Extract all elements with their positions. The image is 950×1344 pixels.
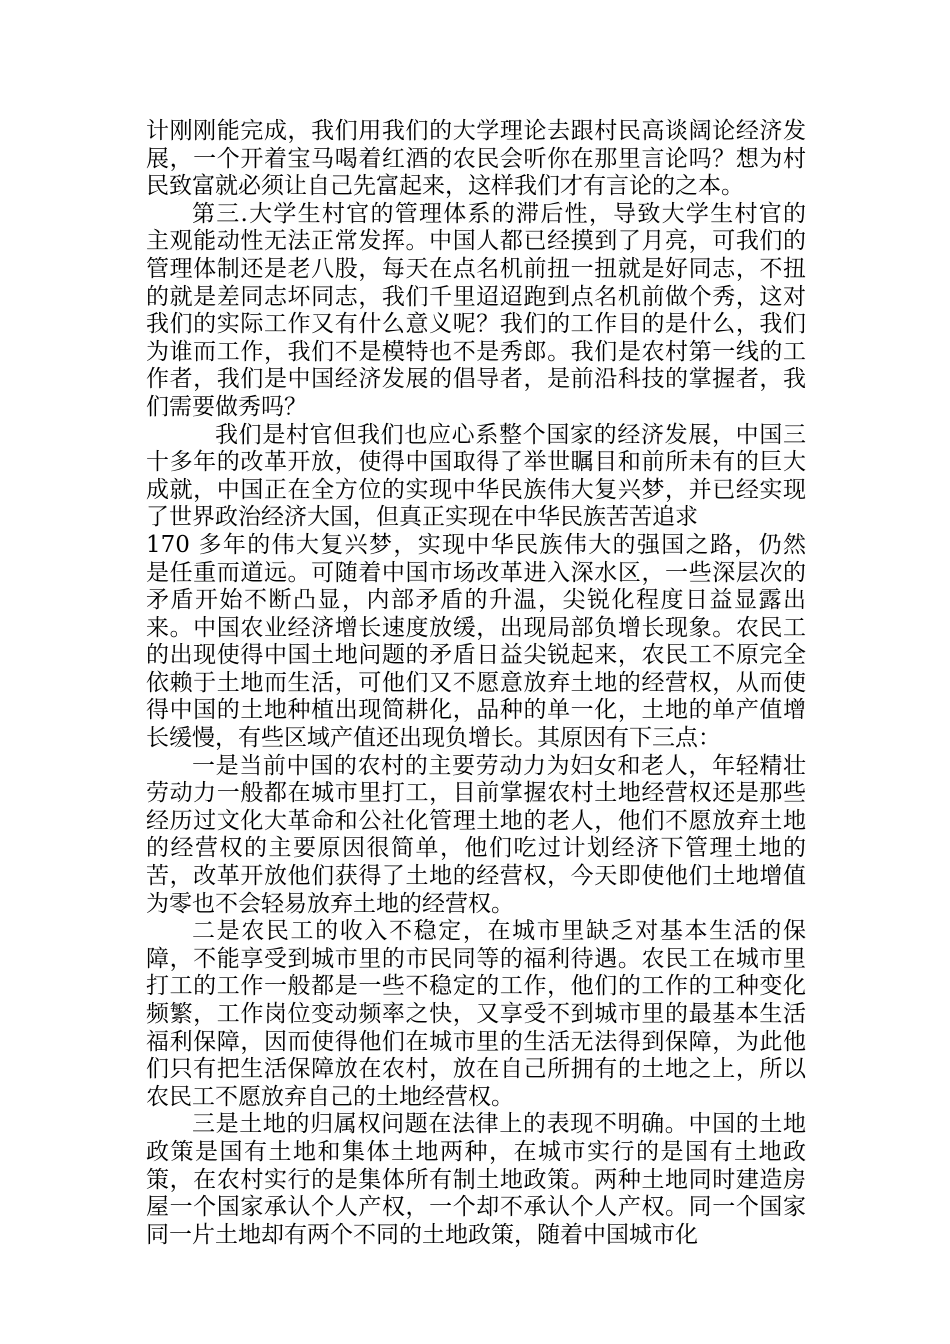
paragraph-4: 一是当前中国的农村的主要劳动力为妇女和老人，年轻精壮劳动力一般都在城市里打工，目前掌握农村土地经营权还是那些经历过文化大革命和公社化管理土地的老人，他们不愿放弃土地的经营权的主要原因很简单，他们吃过计划经济下管理土地的苦，改革开放他们获得了土地的经营权，今天即使他们土地增值为零也不会轻易放弃土地的经营权。 xyxy=(146,752,806,917)
paragraph-3-body: 是任重而道远。可随着中国市场改革进入深水区，一些深层次的矛盾开始不断凸显，内部矛盾的升温，尖锐化程度日益显露出来。中国农业经济增长速度放缓，出现局部负增长现象。农民工的出现使得中国土地问题的矛盾日益尖锐起来，农民工不原完全依赖于土地而生活，可他们又不愿意放弃土地的经营权，从而使得中国的土地种植出现简耕化，品种的单一化，土地的单产值增长缓慢，有些区域产值还出现负增长。其原因有下三点： xyxy=(146,559,806,752)
paragraph-3-part-1: 我们是村官但我们也应心系整个国家的经济发展，中国三十多年的改革开放，使得中国取得了举世瞩目和前所未有的巨大成就，中国正在全方位的实现中华民族伟大复兴梦，并已经实现了世界政治经济大国，但真正实现在中华民族苦苦追求 xyxy=(146,421,806,531)
paragraph-6: 三是土地的归属权问题在法律上的表现不明确。中国的土地政策是国有土地和集体土地两种，在城市实行的是国有土地政策，在农村实行的是集体所有制土地政策。两种土地同时建造房屋一个国家承认个人产权，一个却不承认个人产权。同一个国家同一片土地却有两个不同的土地政策，随着中国城市化 xyxy=(146,1111,806,1248)
paragraph-2-heading-line: 第三.大学生村官的管理体系的滞后性，导致大学生村官的 xyxy=(192,200,806,227)
paragraph-2-body: 主观能动性无法正常发挥。中国人都已经摸到了月亮，可我们的管理体制还是老八股，每天在点名机前扭一扭就是好同志，不扭的就是差同志坏同志，我们千里迢迢跑到点名机前做个秀，这对我们的实际工作又有什么意义呢？我们的工作目的是什么，我们为谁而工作，我们不是模特也不是秀郎。我们是农村第一线的工作者，我们是中国经济发展的倡导者，是前沿科技的掌握者，我们需要做秀吗？ xyxy=(146,228,806,420)
paragraph-5: 二是农民工的收入不稳定，在城市里缺乏对基本生活的保障，不能享受到城市里的市民同等的福利待遇。农民工在城市里打工的工作一般都是一些不稳定的工作，他们的工作的工种变化频繁，工作岗位变动频率之快，又享受不到城市里的最基本生活福利保障，因而使得他们在城市里的生活无法得到保障，为此他们只有把生活保障放在农村，放在自己所拥有的土地之上，所以农民工不愿放弃自己的土地经营权。 xyxy=(146,918,806,1110)
paragraph-3-line-170: 170 多年的伟大复兴梦，实现中华民族伟大的强国之路，仍然 xyxy=(146,531,806,558)
document-page xyxy=(146,118,806,1249)
paragraph-1: 计刚刚能完成，我们用我们的大学理论去跟村民高谈阔论经济发展，一个开着宝马喝着红酒的农民会听你在那里言论吗？想为村民致富就必须让自己先富起来，这样我们才有言论的之本。 xyxy=(146,118,806,200)
